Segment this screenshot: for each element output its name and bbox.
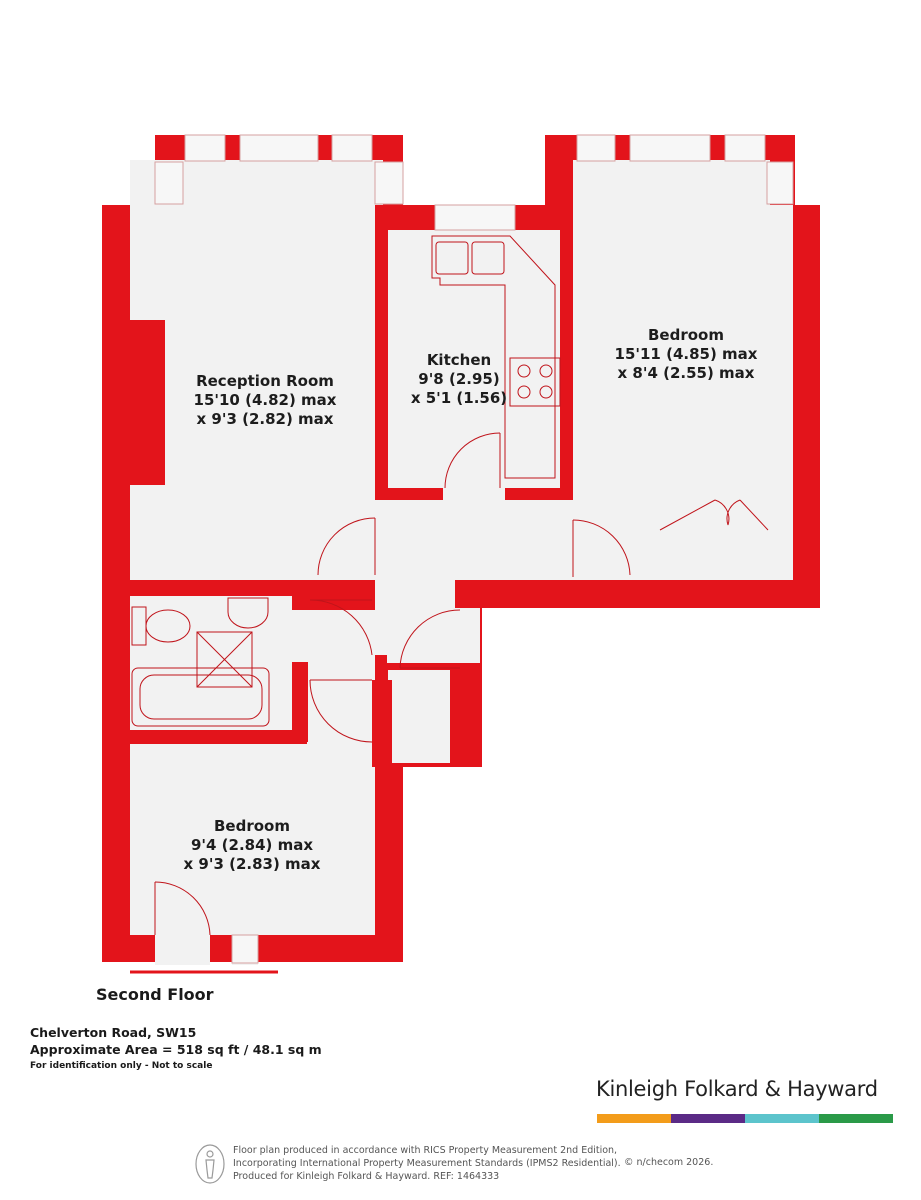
brand-stripe	[745, 1114, 819, 1123]
footer-line: Produced for Kinleigh Folkard & Hayward. REF: 1464333	[233, 1171, 500, 1182]
footer-line: Incorporating International Property Measurement Standards (IPMS2 Residential).	[233, 1158, 621, 1169]
reception-bay	[155, 160, 383, 205]
room-dimension: x 5'1 (1.56)	[410, 389, 508, 407]
room-dimension: 9'4 (2.84) max	[190, 836, 314, 854]
reception-floor	[130, 160, 375, 580]
producer-credit: © n/checom 2026.	[624, 1157, 714, 1168]
reception-room-label	[175, 372, 355, 429]
agency-logo-text: Kinleigh Folkard & Hayward	[596, 1077, 878, 1101]
room-name: Bedroom	[214, 817, 290, 835]
room-name: Kitchen	[426, 351, 492, 369]
approximate-area: Approximate Area = 518 sq ft / 48.1 sq m	[30, 1042, 322, 1057]
brand-stripe	[819, 1114, 893, 1123]
room-name: Reception Room	[196, 372, 334, 390]
brand-color-bar	[597, 1114, 893, 1123]
hallway-floor	[375, 498, 630, 580]
brand-stripe	[597, 1114, 671, 1123]
bedroom-label	[167, 817, 337, 874]
disclaimer: For identification only - Not to scale	[30, 1061, 213, 1071]
room-dimension: x 8'4 (2.55) max	[617, 364, 755, 382]
hall-cupboard	[388, 670, 458, 763]
room-dimension: 15'10 (4.82) max	[193, 391, 337, 409]
property-address: Chelverton Road, SW15	[30, 1025, 197, 1040]
kitchen-label	[395, 351, 523, 408]
room-dimension: x 9'3 (2.82) max	[196, 410, 334, 428]
address-block	[30, 1024, 322, 1058]
floor-label: Second Floor	[96, 985, 214, 1004]
person-icon	[194, 1143, 226, 1185]
footer-notes	[233, 1144, 621, 1183]
footer-line: Floor plan produced in accordance with RICS Property Measurement 2nd Edition,	[233, 1145, 618, 1156]
brand-stripe	[671, 1114, 745, 1123]
bedroom-label	[596, 326, 776, 383]
room-name: Bedroom	[648, 326, 724, 344]
lower-bedroom-door-gap	[155, 930, 210, 965]
room-dimension: 15'11 (4.85) max	[614, 345, 758, 363]
room-dimension: x 9'3 (2.83) max	[183, 855, 321, 873]
room-dimension: 9'8 (2.95)	[418, 370, 500, 388]
